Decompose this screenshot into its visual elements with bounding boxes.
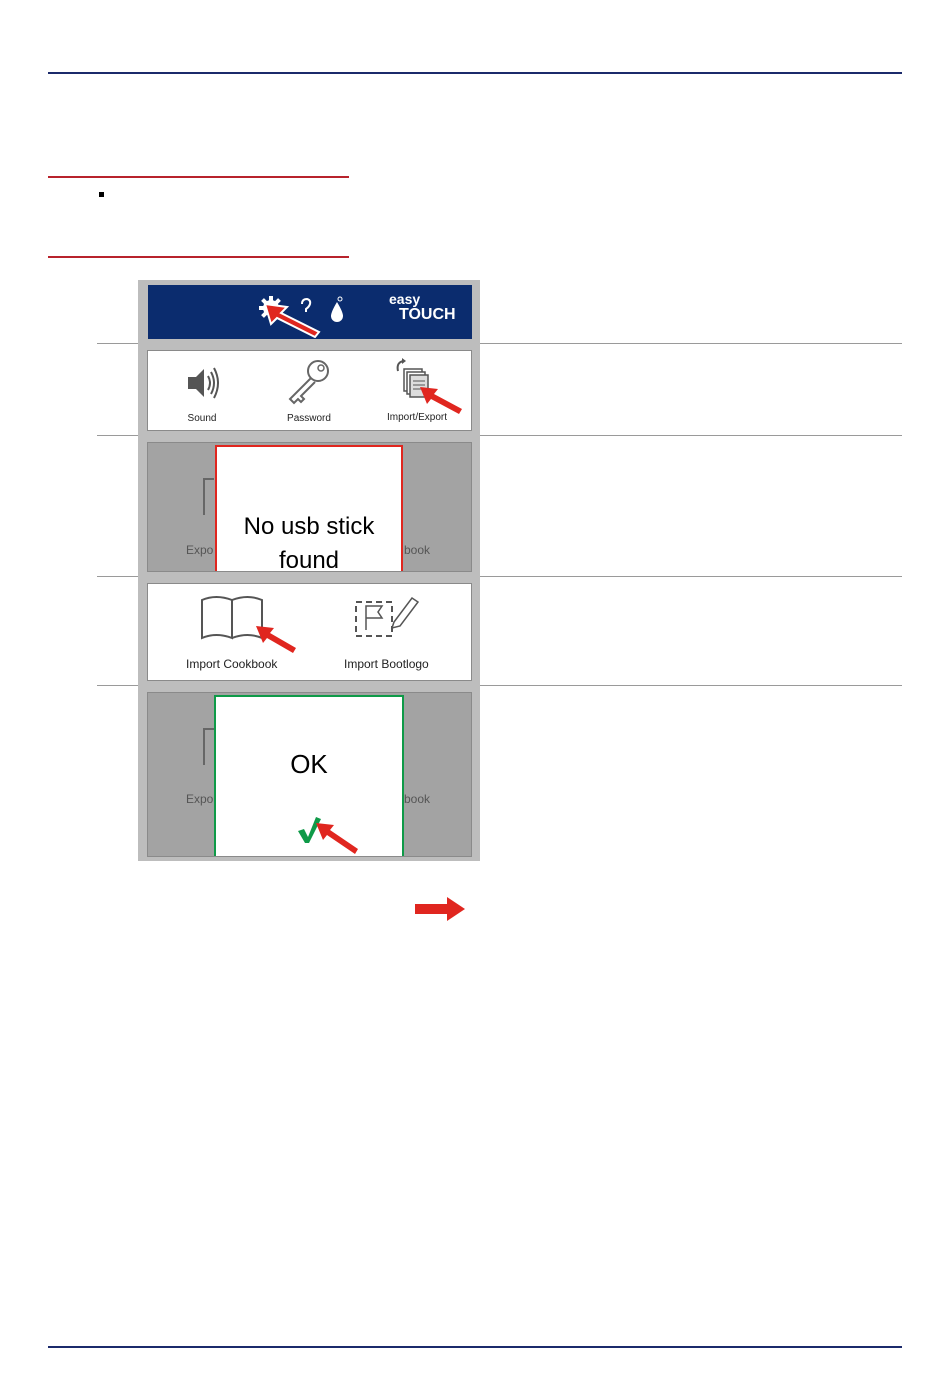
menu-item-label: Import Bootlogo bbox=[344, 657, 429, 671]
water-drop-icon[interactable] bbox=[329, 296, 345, 324]
brand-logo bbox=[389, 292, 456, 322]
book-icon bbox=[202, 477, 216, 517]
background-label-left: Expo bbox=[186, 792, 214, 806]
screen-usb-error bbox=[147, 442, 472, 572]
ok-message: OK bbox=[290, 749, 328, 779]
flag-icon bbox=[354, 594, 420, 640]
error-dialog bbox=[215, 445, 403, 572]
error-message-line-2: found bbox=[278, 547, 340, 572]
footer-rule bbox=[48, 1346, 902, 1348]
brand-line-2: TOUCH bbox=[399, 306, 456, 323]
error-message-line-1: No usb stick bbox=[243, 513, 375, 540]
speaker-icon bbox=[186, 363, 220, 403]
ok-dialog bbox=[214, 695, 404, 857]
background-label-left: Expo bbox=[186, 543, 214, 557]
screen-import-menu bbox=[147, 583, 472, 681]
background-label-right: book bbox=[404, 792, 431, 806]
menu-item-password[interactable] bbox=[268, 351, 350, 430]
section-rule-bottom bbox=[48, 256, 349, 258]
screen-brand-bar bbox=[148, 285, 472, 339]
menu-item-label: Sound bbox=[187, 413, 217, 424]
error-message bbox=[217, 510, 401, 572]
menu-item-label: Import/Export bbox=[386, 412, 448, 423]
screen-settings-menu bbox=[147, 350, 472, 431]
brand-line-1: easy bbox=[389, 291, 421, 307]
menu-item-sound[interactable] bbox=[162, 351, 242, 430]
menu-item-label: Password bbox=[287, 413, 331, 424]
list-bullet bbox=[99, 192, 104, 197]
background-label-right: book bbox=[404, 543, 431, 557]
arrow-pointer-icon bbox=[418, 385, 464, 415]
arrow-right-icon[interactable] bbox=[413, 895, 467, 923]
arrow-pointer-icon bbox=[314, 821, 360, 855]
key-icon bbox=[284, 357, 334, 407]
screen-import-ok bbox=[147, 692, 472, 857]
menu-item-import-bootlogo[interactable] bbox=[334, 584, 454, 680]
arrow-pointer-icon bbox=[261, 300, 323, 338]
section-rule-top bbox=[48, 176, 349, 178]
header-rule bbox=[48, 72, 902, 74]
menu-item-label: Import Cookbook bbox=[186, 657, 278, 671]
arrow-pointer-icon bbox=[254, 624, 298, 654]
